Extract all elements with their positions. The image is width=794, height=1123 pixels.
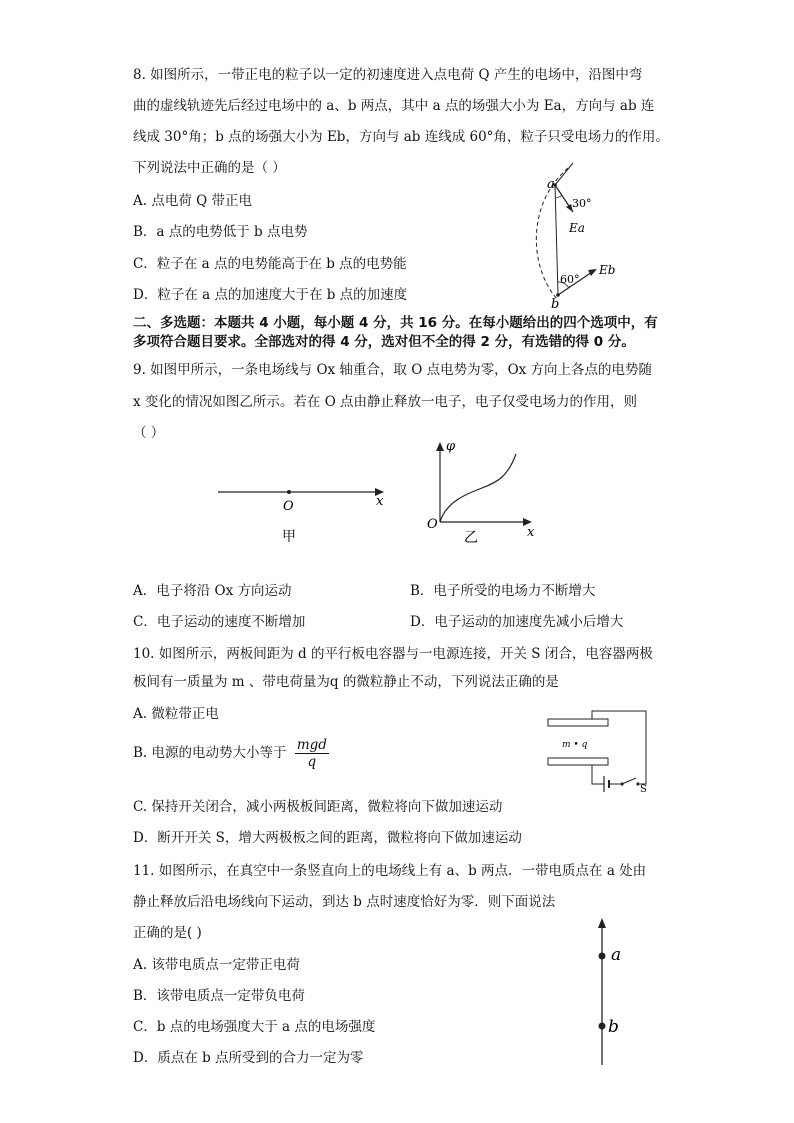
- a-extension-line: [555, 163, 573, 185]
- label-phi: φ: [446, 439, 456, 454]
- label-ea: Ea: [569, 221, 585, 235]
- point-a-dot: [599, 953, 606, 960]
- q9-option-b: B．电子所受的电场力不断增大: [410, 583, 596, 599]
- capacitor-bottom-plate: [548, 758, 608, 765]
- caption-jia: 甲: [282, 529, 296, 545]
- circuit-wire-right: [592, 711, 646, 784]
- q11-option-a: A. 该带电质点一定带正电荷: [133, 957, 300, 973]
- circuit-wire-left: [592, 765, 604, 784]
- label-eb: Eb: [599, 263, 616, 277]
- q10-option-b: [133, 737, 329, 770]
- q8-stem-line-4: 下列说法中正确的是（ ）: [133, 160, 286, 176]
- label-b: b: [551, 297, 560, 310]
- q10-option-c: C. 保持开关闭合，减小两极板间距离，微粒将向下做加速运动: [133, 799, 503, 815]
- ab-line: [555, 185, 558, 295]
- q8-stem-line-3: 线成 30°角；b 点的场强大小为 Eb，方向与 ab 连线成 60°角，粒子只受电场力的作用。: [133, 129, 669, 145]
- label-x: x: [376, 494, 384, 509]
- label-b: b: [608, 1017, 619, 1037]
- q11-option-b: B．该带电质点一定带负电荷: [133, 988, 305, 1004]
- fraction-numerator: mgd: [296, 737, 327, 753]
- section-2-heading-line-2: 多项符合题目要求。全部选对的得 4 分，选对但不全的得 2 分，有选错的得 0 分。: [133, 334, 635, 350]
- q9-option-a: A．电子将沿 Ox 方向运动: [133, 583, 292, 599]
- phi-axis-arrowhead: [436, 442, 444, 451]
- q8-option-b: B．a 点的电势低于 b 点电势: [133, 224, 308, 240]
- eb-arrowhead: [588, 269, 597, 276]
- point-b-dot: [599, 1023, 606, 1030]
- q8-option-d: D．粒子在 a 点的加速度大于在 b 点的加速度: [133, 287, 408, 303]
- label-angle-60: 60°: [560, 273, 580, 286]
- q8-field-figure: [525, 160, 635, 310]
- q9-option-d: D．电子运动的加速度先减小后增大: [410, 614, 624, 630]
- q8-stem-line-1: 8. 如图所示，一带正电的粒子以一定的初速度进入点电荷 Q 产生的电场中，沿图中弯: [133, 67, 643, 83]
- q8-option-a: A. 点电荷 Q 带正电: [133, 193, 252, 209]
- q10-option-b-prefix: B. 电源的电动势大小等于: [133, 745, 287, 761]
- label-a: a: [547, 177, 555, 192]
- q8-stem-line-2: 曲的虚线轨迹先后经过电场中的 a、b 两点，其中 a 点的场强大小为 Ea，方向与 ab 连: [133, 98, 655, 114]
- label-o: O: [283, 499, 294, 514]
- q9-option-c: C．电子运动的速度不断增加: [133, 614, 306, 630]
- q11-stem-line-1: 11. 如图所示，在真空中一条竖直向上的电场线上有 a、b 两点．一带电质点在 a 处由: [133, 863, 647, 879]
- q10-fraction: [295, 737, 329, 770]
- origin-dot: [287, 490, 291, 494]
- q11-option-c: C．b 点的电场强度大于 a 点的电场强度: [133, 1019, 376, 1035]
- q9-figure-jia: [212, 478, 392, 548]
- fraction-denominator: q: [307, 754, 317, 770]
- q10-stem-line-2: 板间有一质量为 m 、带电荷量为q 的微粒静止不动，下列说法正确的是: [133, 674, 559, 690]
- section-2-heading-line-1: 二、多选题：本题共 4 小题，每小题 4 分，共 16 分。在每小题给出的四个选项中，有: [133, 315, 658, 331]
- q11-option-d: D．质点在 b 点所受到的合力一定为零: [133, 1050, 364, 1066]
- phi-x-curve: [440, 454, 516, 522]
- label-angle-30: 30°: [572, 197, 592, 210]
- label-x: x: [527, 525, 535, 540]
- label-a: a: [611, 945, 622, 965]
- switch-lever: [622, 778, 636, 784]
- q11-field-line-figure: [585, 915, 635, 1067]
- q9-figure-yi: [424, 436, 544, 548]
- caption-yi: 乙: [464, 530, 478, 546]
- q10-option-d: D．断开开关 S，增大两极板之间的距离，微粒将向下做加速运动: [133, 830, 522, 846]
- particle-label: m • q: [562, 740, 588, 750]
- label-o: O: [427, 517, 438, 532]
- q9-stem-line-1: 9. 如图甲所示，一条电场线与 Ox 轴重合，取 O 点电势为零，Ox 方向上各点的电势随: [133, 362, 653, 378]
- angle-arc-a: [556, 195, 562, 198]
- q10-option-a: A. 微粒带正电: [133, 706, 219, 722]
- q11-stem-line-2: 静止释放后沿电场线向下运动，到达 b 点时速度恰好为零．则下面说法: [133, 894, 556, 910]
- q10-stem-line-1: 10. 如图所示，两板间距为 d 的平行板电容器与一电源连接，开关 S 闭合，电容器两极: [133, 646, 653, 662]
- q9-stem-line-3: （ ）: [133, 425, 165, 441]
- switch-label: S: [640, 784, 647, 792]
- capacitor-top-plate: [548, 719, 608, 726]
- field-line-arrowhead: [598, 918, 606, 928]
- q11-stem-line-3: 正确的是( ): [133, 925, 202, 941]
- q10-capacitor-circuit: [540, 704, 660, 792]
- q9-stem-line-2: x 变化的情况如图乙所示。若在 O 点由静止释放一电子，电子仅受电场力的作用，则: [133, 394, 638, 410]
- q8-option-c: C．粒子在 a 点的电势能高于在 b 点的电势能: [133, 256, 407, 272]
